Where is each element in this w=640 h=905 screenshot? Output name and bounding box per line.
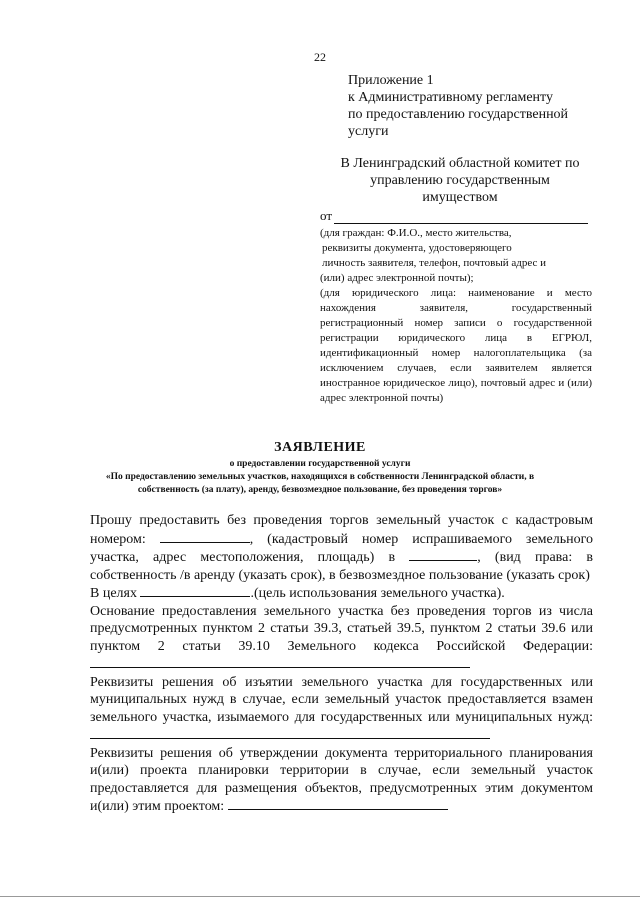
applicant-note: личность заявителя, телефон, почтовый адрес и [322,257,547,269]
addressee-line: имуществом [422,190,498,205]
applicant-note: реквизиты документа, удостоверяющего [322,242,512,254]
from-blank-line [334,213,588,224]
planning-text: Реквизиты решения об утверждении документа территориального планирования и(или) проекта планировки территории в случае, если земельный участок предоставляется для размещения объектов, предусмотренных этим документом и(или) этим проектом: [90,745,593,814]
applicant-note-legal: (для юридического лица: наименование и место нахождения заявителя, государственный регистрационный номер записи о государственной регистрации юридического лица в ЕГРЮЛ, идентификационный номер налогоплательщика (за исключением случаев, если заявителем является иностранное юридическое лицо), почтовый адрес и (или) адрес электронной почты) [320,287,592,404]
planning-blank [228,797,448,810]
addressee-line: управлению государственным [370,173,550,188]
applicant-note: (или) адрес электронной почты); [320,272,474,284]
appendix-line: по предоставлению государственной [348,107,569,122]
purpose-text: .(цель использования земельного участка). [250,586,505,601]
purpose-blank [140,584,250,597]
from-label: от [320,208,333,223]
page-number: 22 [314,50,326,64]
request-text-1: Прошу предоставить без проведения торгов земельный участок с кадастровым номером: [90,513,593,547]
request-text-2: , (кадастровый номер испрашиваемого земельного участка, адрес местоположения, площадь) в [90,531,594,565]
document-subtitle [60,458,580,497]
document-title: ЗАЯВЛЕНИЕ [274,440,366,455]
subtitle-line: «По предоставлению земельных участков, находящихся в собственности Ленинградской области, в [105,472,535,482]
application-body [90,512,593,816]
addressee-line: В Ленинградский областной комитет по [340,156,580,171]
seizure-text: Реквизиты решения об изъятии земельного участка для государственных или муниципальных нужд в случае, если земельный участок предоставляется взамен земельного участка, изымаемого для государственных или муниципальных нужд: [90,674,593,725]
paragraph-purpose [90,584,593,603]
seizure-blank [90,726,490,739]
paragraph-planning [90,745,593,816]
from-field [320,208,588,224]
appendix-header [348,72,598,140]
basis-text: Основание предоставления земельного участка без проведения торгов из числа предусмотренных пунктом 2 статьи 39.3, статьей 39.5, пунктом 2 статьи 39.6 или пунктом 2 статьи 39.10 Земельного кодекса Российской Федерации: [90,603,593,654]
paragraph-seizure [90,674,593,745]
applicant-notes [320,226,592,406]
appendix-line: Приложение 1 [348,73,434,88]
cadastral-number-blank [160,530,250,543]
paragraph-basis [90,603,593,674]
paragraph-request [90,512,593,584]
right-type-blank [409,548,477,561]
request-text-3: , (вид права: в собственность /в аренду (указать срок), в безвозмездное пользование (указать срок) [90,550,593,583]
appendix-line: к Административному регламенту [348,90,553,105]
basis-blank [90,655,470,668]
purpose-label: В целях [90,586,137,601]
subtitle-line: собственность (за плату), аренду, безвозмездное пользование, без проведения торгов» [137,485,503,495]
subtitle-line: о предоставлении государственной услуги [229,459,411,469]
applicant-note: (для граждан: Ф.И.О., место жительства, [320,227,512,239]
appendix-line: услуги [348,124,389,139]
page-bottom-edge [0,896,640,903]
addressee [322,155,598,206]
